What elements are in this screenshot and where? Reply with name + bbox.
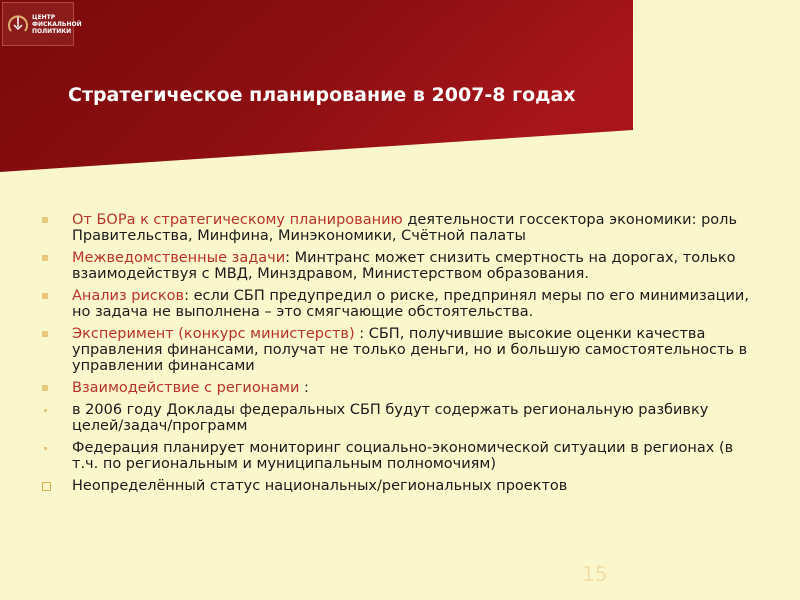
item-text: деятельности госсектора экономики: роль Правительства, Минфина, Минэкономики, Счётной палаты — [72, 212, 737, 244]
list-item — [42, 212, 762, 244]
square-bullet-icon — [42, 217, 48, 223]
logo-emblem-icon — [7, 13, 29, 35]
item-highlight: Эксперимент (конкурс министерств) — [72, 326, 355, 342]
list-item — [42, 440, 762, 472]
logo-text: ЦЕНТР ФИСКАЛЬНОЙ ПОЛИТИКИ — [32, 13, 82, 35]
list-item — [42, 288, 762, 320]
square-bullet-icon — [42, 331, 48, 337]
item-text: : если СБП предупредил о риске, предпринял меры по его минимизации, но задача не выполнена – это смягчающие обстоятельства. — [72, 288, 749, 320]
page-number: 15 — [582, 562, 608, 586]
item-text: : СБП, получившие высокие оценки качества управления финансами, получат не только деньги, но и большую самостоятельность в управлении финансами — [72, 326, 748, 374]
logo — [2, 2, 82, 46]
item-text: : — [299, 380, 309, 396]
page-title: Стратегическое планирование в 2007-8 годах — [68, 84, 576, 106]
list-item — [42, 402, 762, 434]
item-text: Федерация планирует мониторинг социально-экономической ситуации в регионах (в т.ч. по региональным и муниципальным полномочиям) — [72, 440, 734, 472]
checkbox-bullet-icon — [42, 482, 51, 491]
list-item — [42, 380, 762, 396]
item-highlight: Межведомственные задачи — [72, 250, 286, 266]
square-bullet-icon — [42, 293, 48, 299]
item-highlight: Взаимодействие с регионами — [72, 380, 300, 396]
dot-bullet-icon — [44, 447, 47, 450]
bullet-list — [42, 212, 762, 500]
square-bullet-icon — [42, 255, 48, 261]
item-text: Неопределённый статус национальных/региональных проектов — [72, 478, 568, 494]
item-highlight: Анализ рисков — [72, 288, 185, 304]
list-item — [42, 250, 762, 282]
list-item — [42, 478, 762, 494]
dot-bullet-icon — [44, 409, 47, 412]
item-text: : Минтранс может снизить смертность на дорогах, только взаимодействуя с МВД, Минздравом, Министерством образования. — [72, 250, 736, 282]
item-text: в 2006 году Доклады федеральных СБП будут содержать региональную разбивку целей/задач/программ — [72, 402, 709, 434]
list-item — [42, 326, 762, 374]
item-highlight: От БОРа к стратегическому планированию — [72, 212, 403, 228]
square-bullet-icon — [42, 385, 48, 391]
